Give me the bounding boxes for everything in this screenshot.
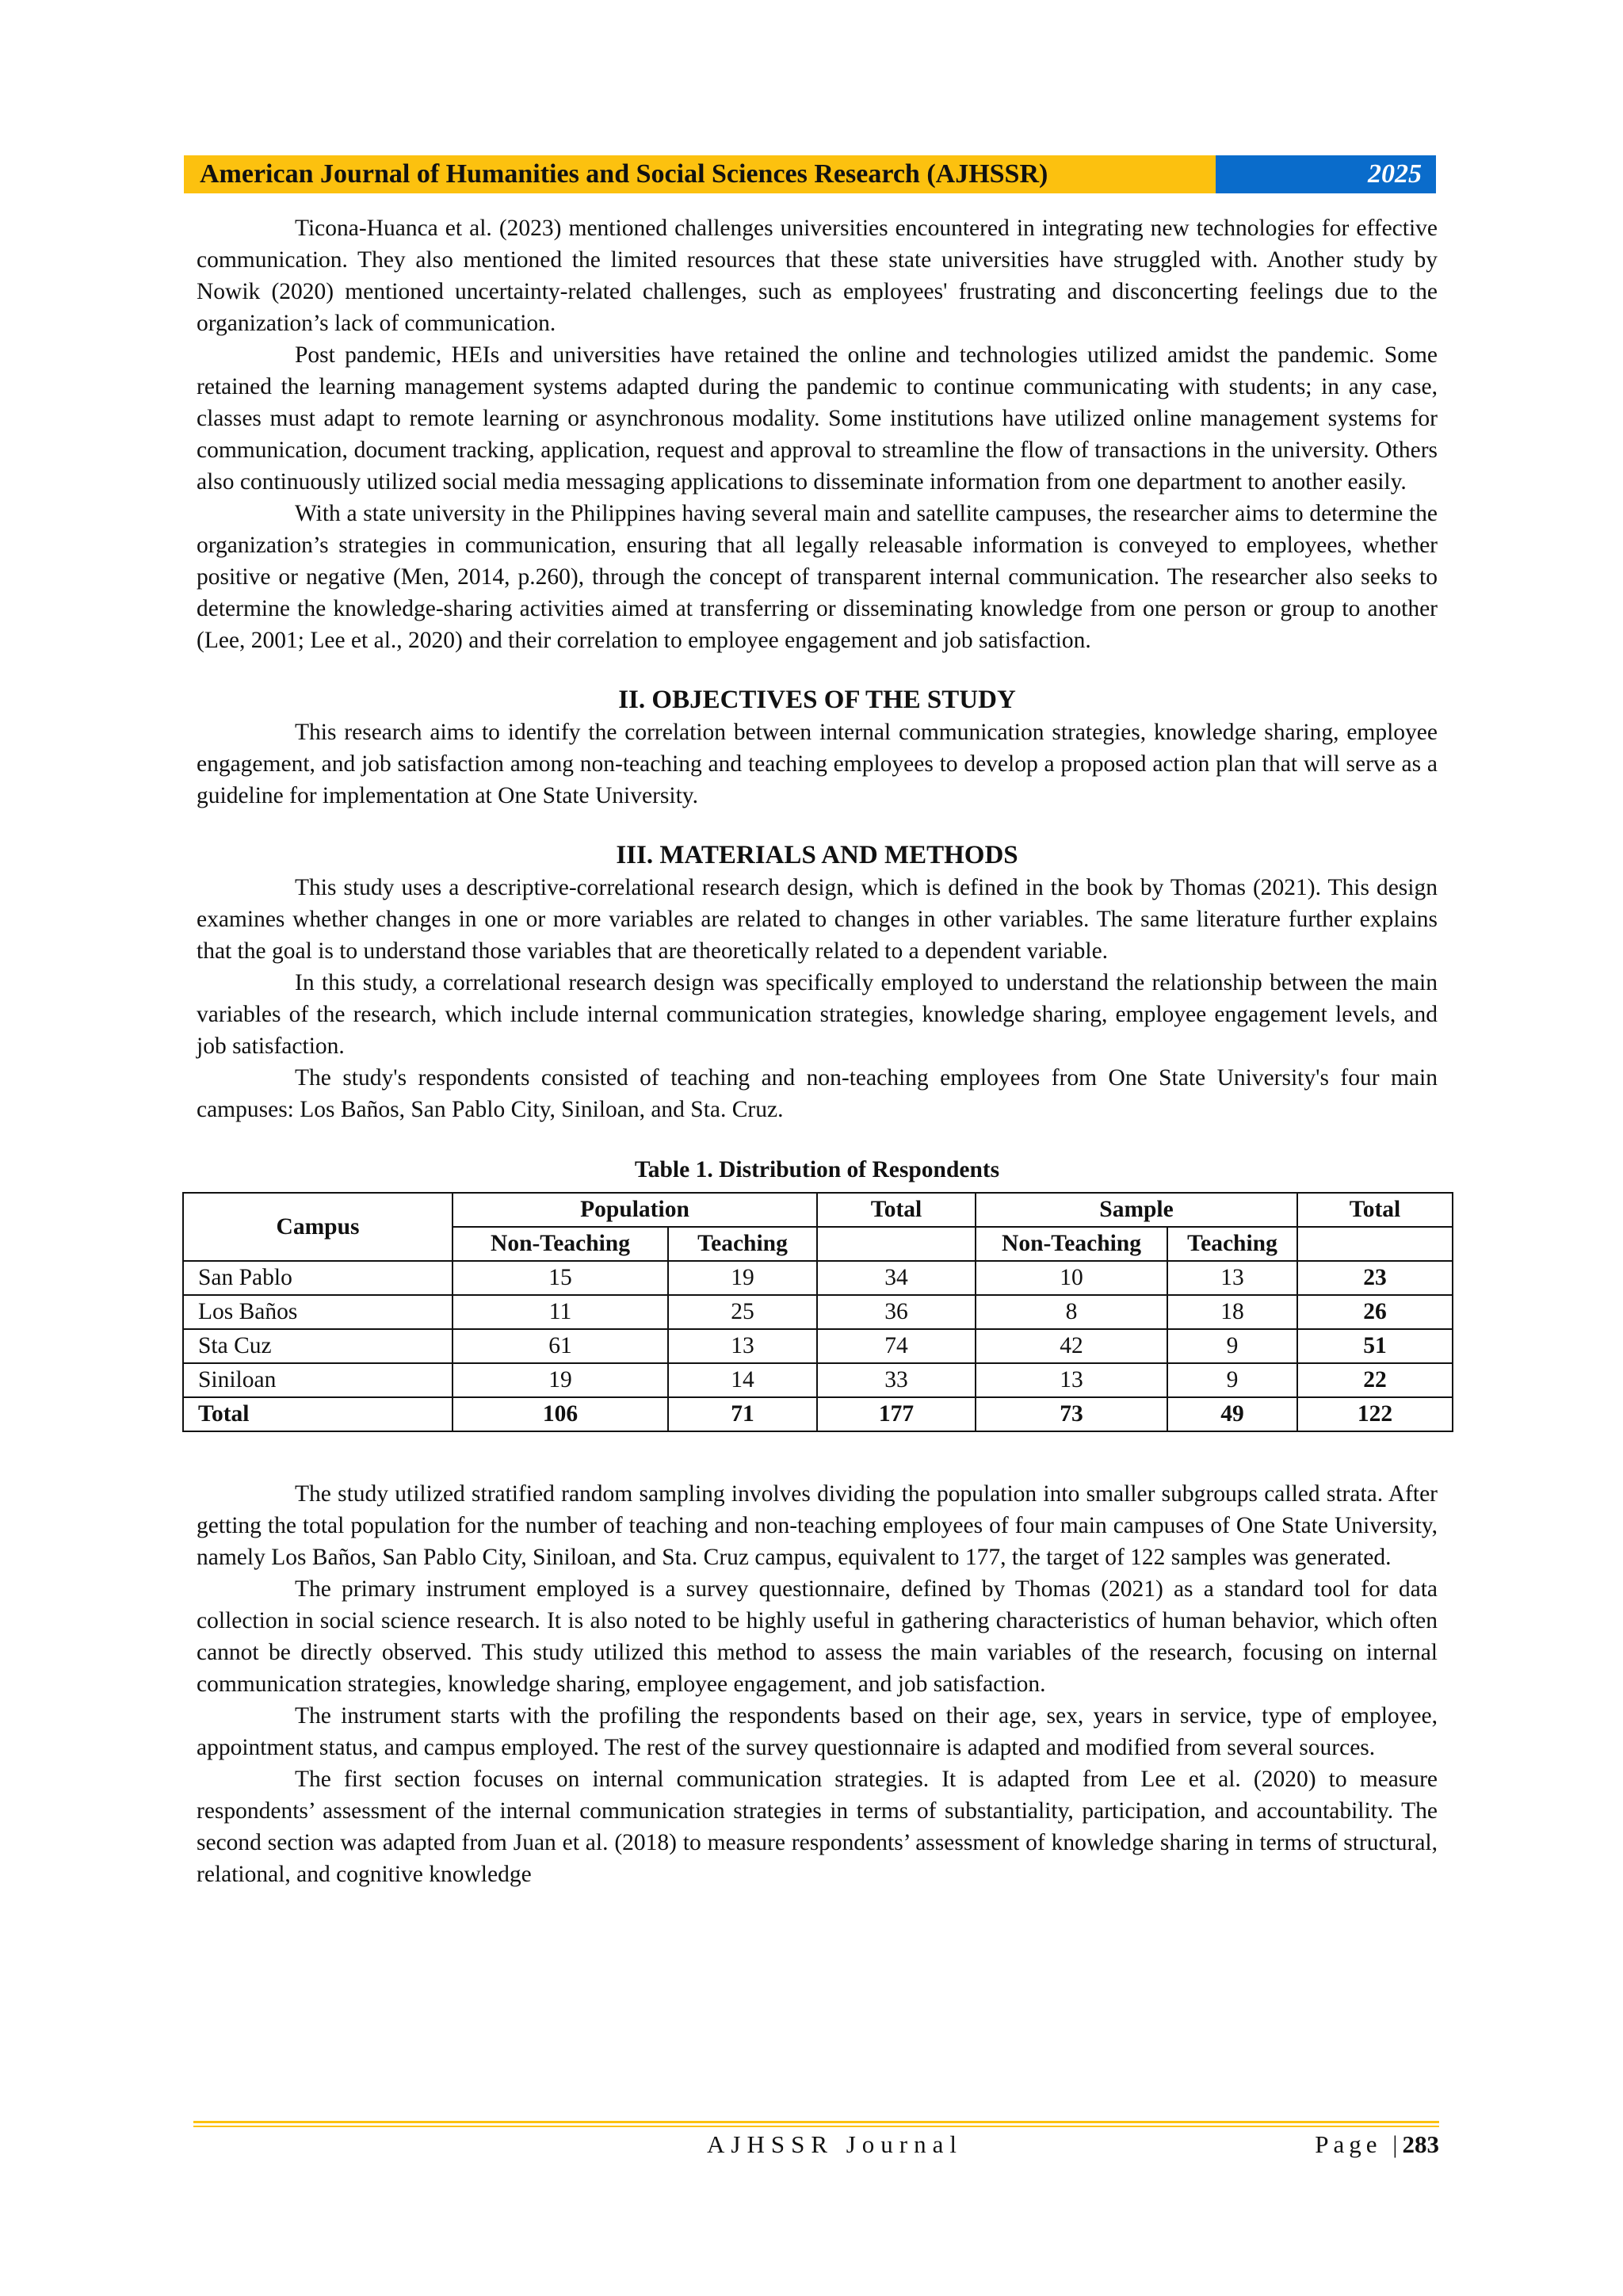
respondents-table — [182, 1192, 1453, 1432]
table-row — [183, 1329, 1453, 1363]
cell: 73 — [976, 1397, 1167, 1431]
page-content — [197, 212, 1438, 1890]
footer-journal: AJHSSR Journal — [707, 2130, 964, 2158]
cell: 42 — [976, 1329, 1167, 1363]
paragraph: The first section focuses on internal communication strategies. It is adapted from Lee et al. (2020) to measure respondents’ assessment of the internal communication strategies in terms of substantiality, participation, and accountability. The second section was adapted from Juan et al. (2018) to measure respondents’ assessment of knowledge sharing in terms of structural, relational, and cognitive knowledge — [197, 1767, 1438, 1887]
table-caption: Table 1. Distribution of Respondents — [634, 1157, 1000, 1182]
cell: 61 — [453, 1329, 668, 1363]
cell: 13 — [976, 1363, 1167, 1397]
paragraph: In this study, a correlational research design was specifically employed to understand the relationship between the main variables of the research, which include internal communication strategies, knowledge sharing, employee engagement levels, and job satisfaction. — [197, 970, 1438, 1059]
header-campus: Campus — [183, 1193, 453, 1261]
header-teaching: Teaching — [668, 1227, 817, 1261]
cell-campus: San Pablo — [183, 1261, 453, 1295]
cell: 9 — [1167, 1363, 1297, 1397]
page-footer — [193, 2130, 1439, 2165]
cell-campus: Los Baños — [183, 1295, 453, 1329]
cell: 74 — [817, 1329, 976, 1363]
paragraph: The study's respondents consisted of teaching and non-teaching employees from One State University's four main campuses: Los Baños, San Pablo City, Siniloan, and Sta. Cruz. — [197, 1065, 1438, 1122]
footer-page — [1315, 2130, 1439, 2159]
cell-total: 23 — [1297, 1261, 1453, 1295]
cell: 177 — [817, 1397, 976, 1431]
cell: 33 — [817, 1363, 976, 1397]
journal-header — [184, 155, 1436, 193]
cell: 11 — [453, 1295, 668, 1329]
footer-rule-line — [193, 2121, 1439, 2123]
paragraph: Post pandemic, HEIs and universities have retained the online and technologies utilized amidst the pandemic. Some retained the learning management systems adapted during the pandemic to continue communicating with students; in any case, classes must adapt to remote learning or asynchronous modality. Some institutions have utilized online management systems for communication, document tracking, application, request and approval to streamline the flow of transactions in the university. Others also continuously utilized social media messaging applications to disseminate information from one department to another easily. — [197, 342, 1438, 495]
cell-total: 51 — [1297, 1329, 1453, 1363]
table-row — [183, 1295, 1453, 1329]
footer-rule — [193, 2121, 1439, 2127]
cell: 13 — [1167, 1261, 1297, 1295]
cell: 71 — [668, 1397, 817, 1431]
cell: 34 — [817, 1261, 976, 1295]
header-sample: Sample — [976, 1193, 1297, 1227]
header-total: Total — [1297, 1193, 1453, 1227]
table-header-row — [183, 1193, 1453, 1227]
header-teaching: Teaching — [1167, 1227, 1297, 1261]
cell: 18 — [1167, 1295, 1297, 1329]
paragraph: The primary instrument employed is a survey questionnaire, defined by Thomas (2021) as a standard tool for data collection in social science research. It is also noted to be highly useful in gathering characteristics of human behavior, which often cannot be directly observed. This study utilized this method to assess the main variables of the research, focusing on internal communication strategies, knowledge sharing, employee engagement, and job satisfaction. — [197, 1576, 1438, 1697]
section-heading-objectives: II. OBJECTIVES OF THE STUDY — [618, 686, 1016, 714]
cell-total: 122 — [1297, 1397, 1453, 1431]
cell-campus: Sta Cuz — [183, 1329, 453, 1363]
header-empty — [1297, 1227, 1453, 1261]
cell: 106 — [453, 1397, 668, 1431]
table-row — [183, 1363, 1453, 1397]
cell-campus: Siniloan — [183, 1363, 453, 1397]
cell: 10 — [976, 1261, 1167, 1295]
paragraph: With a state university in the Philippines having several main and satellite campuses, the researcher aims to determine the organization’s strategies in communication, ensuring that all legally releasable information is conveyed to employees, whether positive or negative (Men, 2014, p.260), through the concept of transparent internal communication. The researcher also seeks to determine the knowledge-sharing activities aimed at transferring or disseminating knowledge from one person or group to another (Lee, 2001; Lee et al., 2020) and their correlation to employee engagement and job satisfaction. — [197, 501, 1438, 653]
header-empty — [817, 1227, 976, 1261]
cell-campus: Total — [183, 1397, 453, 1431]
cell-total: 26 — [1297, 1295, 1453, 1329]
cell: 25 — [668, 1295, 817, 1329]
cell: 9 — [1167, 1329, 1297, 1363]
journal-year: 2025 — [1216, 155, 1436, 193]
journal-title: American Journal of Humanities and Social Sciences Research (AJHSSR) — [184, 155, 1216, 193]
cell: 19 — [453, 1363, 668, 1397]
paragraph: This research aims to identify the correlation between internal communication strategies, knowledge sharing, employee engagement, and job satisfaction among non-teaching and teaching employees to develop a proposed action plan that will serve as a guideline for implementation at One State University. — [197, 720, 1438, 808]
cell: 19 — [668, 1261, 817, 1295]
section-heading-methods: III. MATERIALS AND METHODS — [616, 841, 1018, 869]
paragraph: This study uses a descriptive-correlational research design, which is defined in the book by Thomas (2021). This design examines whether changes in one or more variables are related to changes in other variables. The same literature further explains that the goal is to understand those variables that are theoretically related to a dependent variable. — [197, 875, 1438, 964]
header-total: Total — [817, 1193, 976, 1227]
table-row — [183, 1261, 1453, 1295]
footer-page-label: Page | — [1315, 2130, 1403, 2158]
cell: 8 — [976, 1295, 1167, 1329]
cell-total: 22 — [1297, 1363, 1453, 1397]
cell: 36 — [817, 1295, 976, 1329]
cell: 15 — [453, 1261, 668, 1295]
cell: 14 — [668, 1363, 817, 1397]
table-total-row — [183, 1397, 1453, 1431]
paragraph: Ticona-Huanca et al. (2023) mentioned challenges universities encountered in integrating new technologies for effective communication. They also mentioned the limited resources that these state universities have struggled with. Another study by Nowik (2020) mentioned uncertainty-related challenges, such as employees' frustrating and disconcerting feelings due to the organization’s lack of communication. — [197, 216, 1438, 336]
header-non-teaching: Non-Teaching — [453, 1227, 668, 1261]
footer-rule-line — [193, 2126, 1439, 2127]
cell: 13 — [668, 1329, 817, 1363]
cell: 49 — [1167, 1397, 1297, 1431]
header-population: Population — [453, 1193, 817, 1227]
paragraph: The instrument starts with the profiling the respondents based on their age, sex, years in service, type of employee, appointment status, and campus employed. The rest of the survey questionnaire is adapted and modified from several sources. — [197, 1703, 1438, 1760]
footer-page-number: 283 — [1402, 2130, 1439, 2158]
paragraph: The study utilized stratified random sampling involves dividing the population into smaller subgroups called strata. After getting the total population for the number of teaching and non-teaching employees of four main campuses of One State University, namely Los Baños, San Pablo City, Siniloan, and Sta. Cruz campus, equivalent to 177, the target of 122 samples was generated. — [197, 1481, 1438, 1570]
header-non-teaching: Non-Teaching — [976, 1227, 1167, 1261]
